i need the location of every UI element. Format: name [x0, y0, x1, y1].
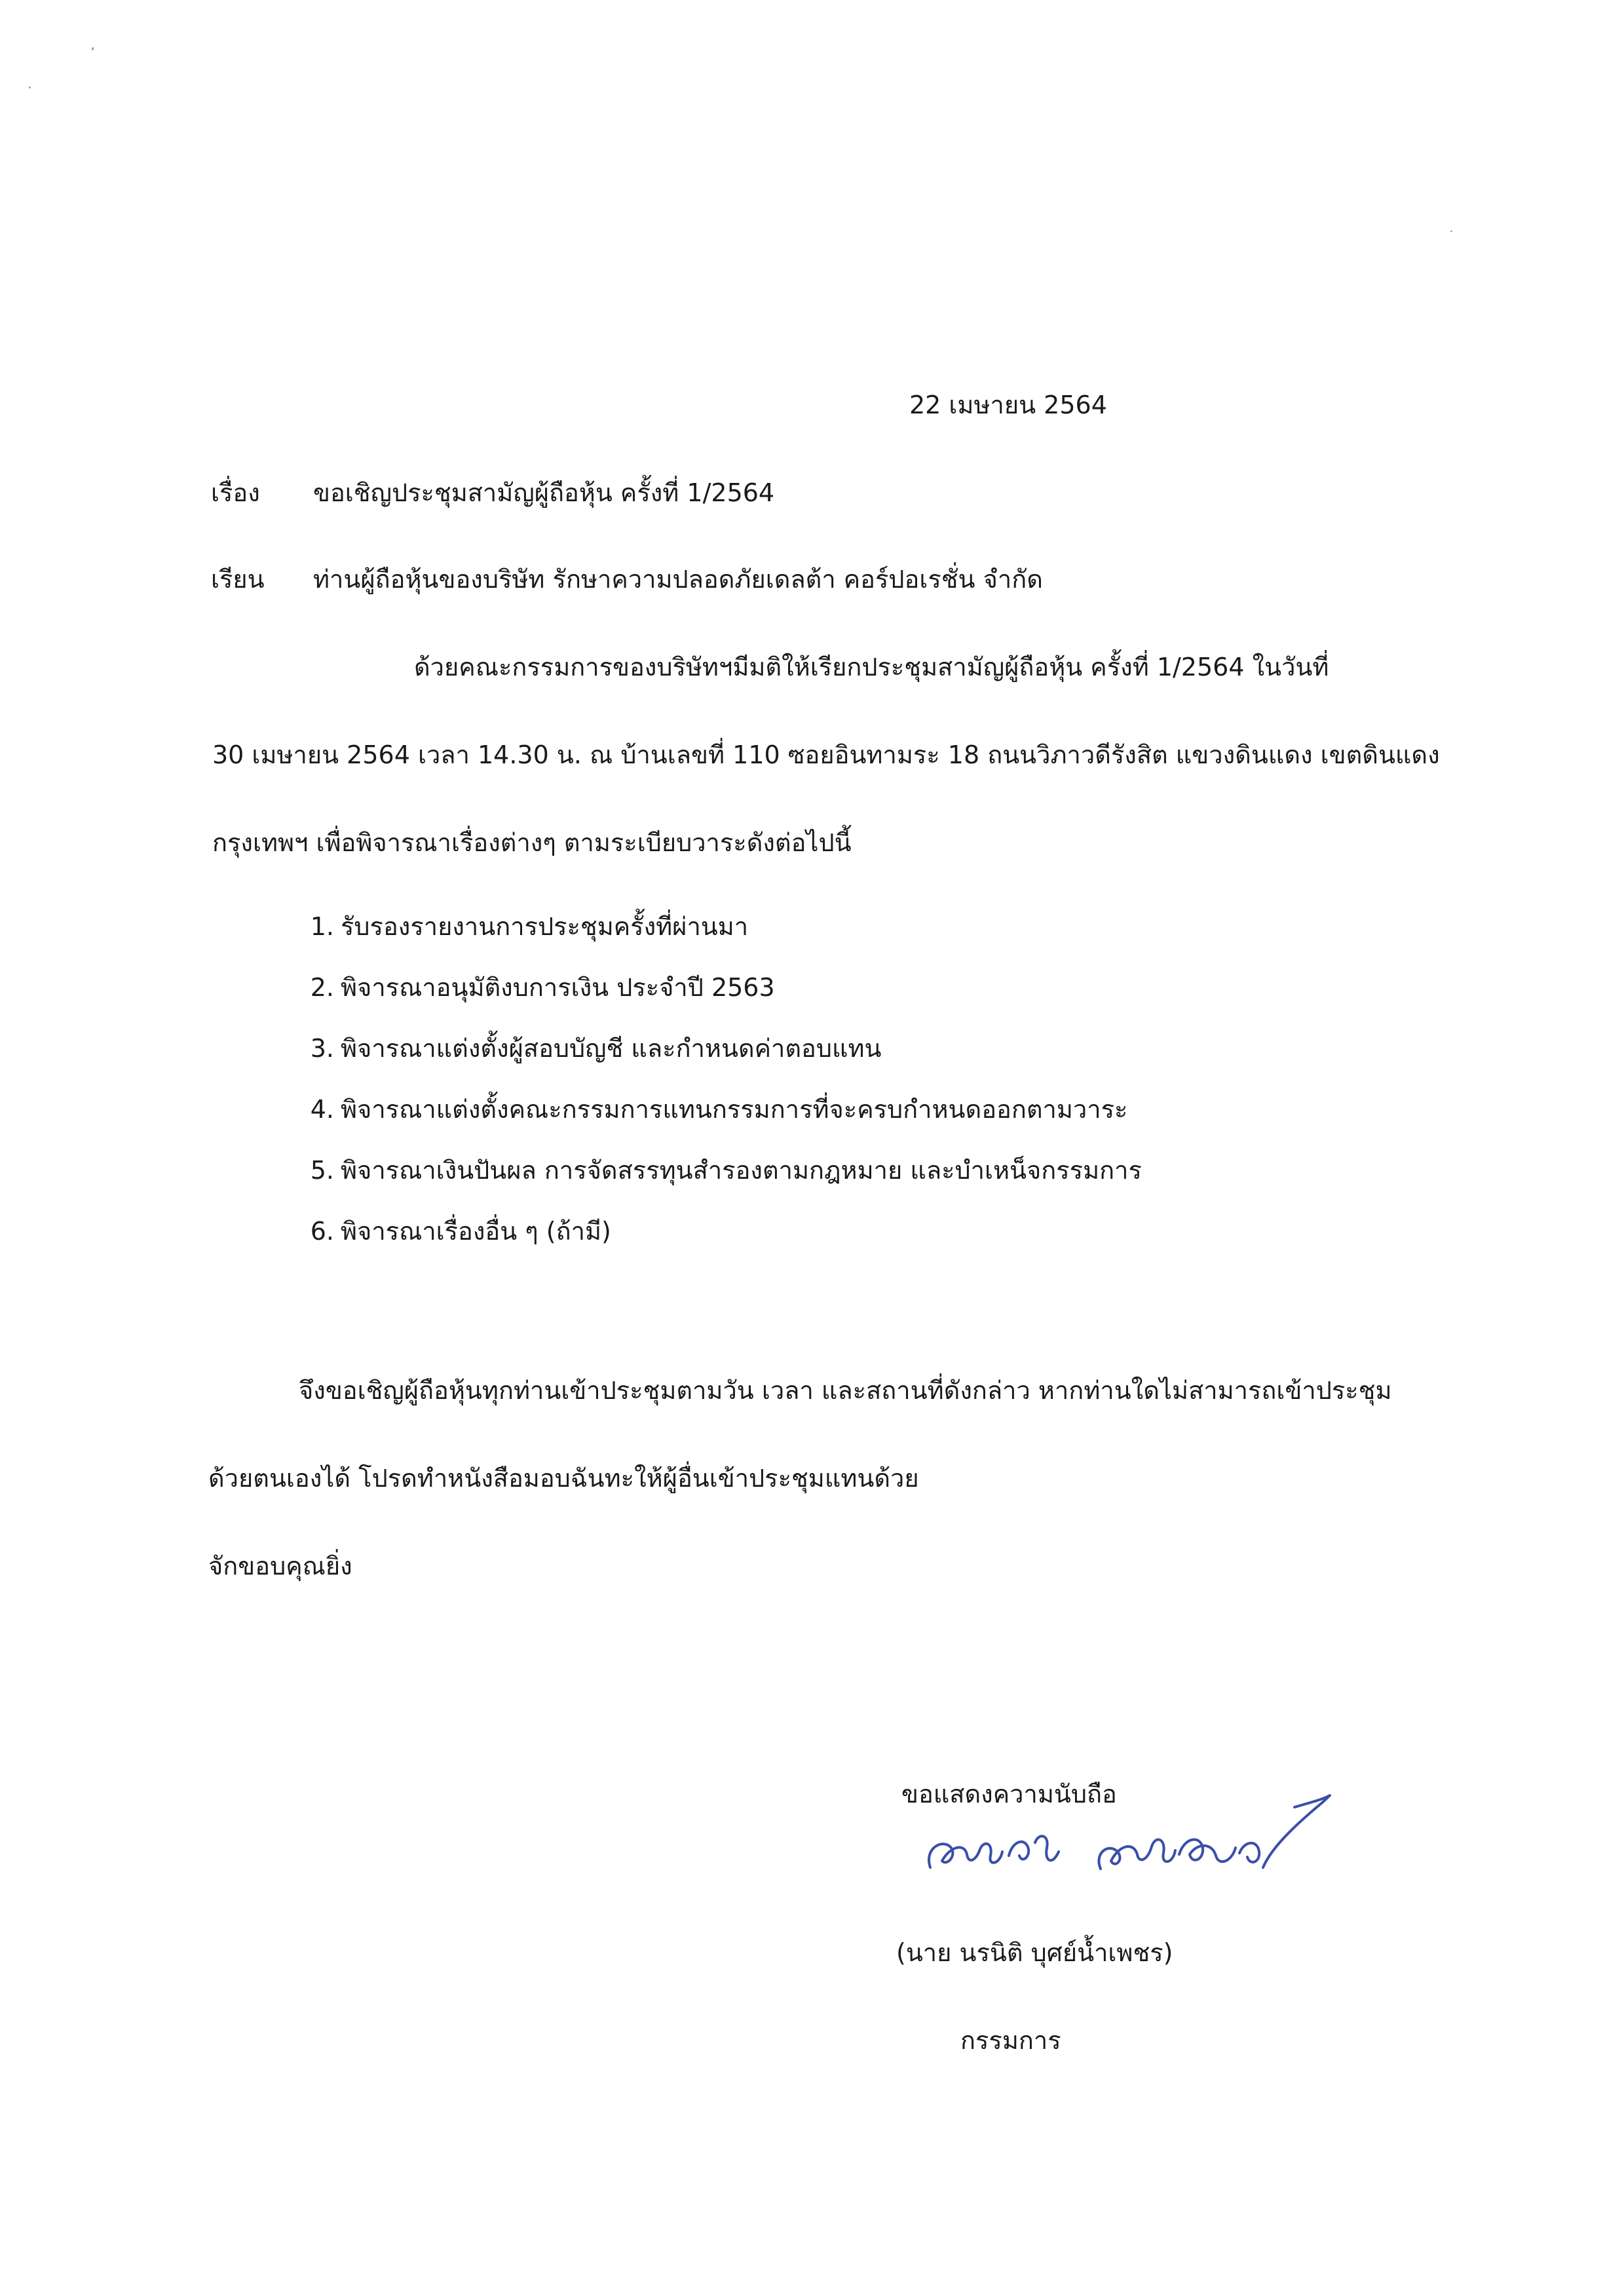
agenda-item-text: พิจารณาแต่งตั้งผู้สอบบัญชี และกำหนดค่าตอบแทน — [341, 1034, 882, 1063]
agenda-item-text: รับรองรายงานการประชุมครั้งที่ผ่านมา — [341, 912, 749, 941]
subject-text: ขอเชิญประชุมสามัญผู้ถือหุ้น ครั้งที่ 1/2564 — [313, 478, 775, 507]
agenda-item-text: พิจารณาอนุมัติงบการเงิน ประจำปี 2563 — [341, 973, 775, 1002]
recipient-text: ท่านผู้ถือหุ้นของบริษัท รักษาความปลอดภัยเดลต้า คอร์ปอเรชั่น จำกัด — [313, 565, 1043, 594]
agenda-item-number: 3. — [310, 1034, 334, 1063]
scan-speck — [1450, 231, 1452, 232]
scan-speck — [92, 47, 94, 50]
agenda-item-number: 1. — [310, 912, 334, 941]
closing-line-2: ด้วยตนเองได้ โปรดทำหนังสือมอบฉันทะให้ผู้อื่นเข้าประชุมแทนด้วย — [208, 1464, 919, 1493]
subject-label: เรื่อง — [211, 478, 260, 507]
scan-speck — [29, 86, 31, 88]
regards-line: ขอแสดงความนับถือ — [901, 1780, 1117, 1808]
agenda-item-text: พิจารณาเงินปันผล การจัดสรรทุนสำรองตามกฎหมาย และบำเหน็จกรรมการ — [341, 1156, 1142, 1185]
body-line-3: กรุงเทพฯ เพื่อพิจารณาเรื่องต่างๆ ตามระเบียบวาระดังต่อไปนี้ — [212, 828, 852, 857]
agenda-item-number: 2. — [310, 973, 334, 1002]
signer-title: กรรมการ — [960, 2026, 1061, 2055]
closing-line-1: จึงขอเชิญผู้ถือหุ้นทุกท่านเข้าประชุมตามวัน เวลา และสถานที่ดังกล่าว หากท่านใดไม่สามารถเข้าประชุม — [299, 1376, 1392, 1405]
handwritten-signature — [904, 1769, 1336, 1881]
signer-name: (นาย นรนิติ บุศย์น้ำเพชร) — [896, 1938, 1173, 1967]
thanks-line: จักขอบคุณยิ่ง — [208, 1552, 352, 1580]
body-line-2: 30 เมษายน 2564 เวลา 14.30 น. ณ บ้านเลขที่ 110 ซอยอินทามระ 18 ถนนวิภาวดีรังสิต แขวงดินแดง เขตดินแดง — [212, 740, 1440, 769]
agenda-item-text: พิจารณาแต่งตั้งคณะกรรมการแทนกรรมการที่จะครบกำหนดออกตามวาระ — [341, 1095, 1128, 1124]
agenda-item-text: พิจารณาเรื่องอื่น ๆ (ถ้ามี) — [341, 1217, 611, 1246]
recipient-label: เรียน — [211, 565, 265, 594]
agenda-item-number: 4. — [310, 1095, 334, 1124]
body-line-1: ด้วยคณะกรรมการของบริษัทฯมีมติให้เรียกประชุมสามัญผู้ถือหุ้น ครั้งที่ 1/2564 ในวันที่ — [414, 653, 1329, 681]
letter-date: 22 เมษายน 2564 — [909, 391, 1107, 419]
agenda-item-number: 5. — [310, 1156, 334, 1185]
agenda-item-number: 6. — [310, 1217, 334, 1246]
